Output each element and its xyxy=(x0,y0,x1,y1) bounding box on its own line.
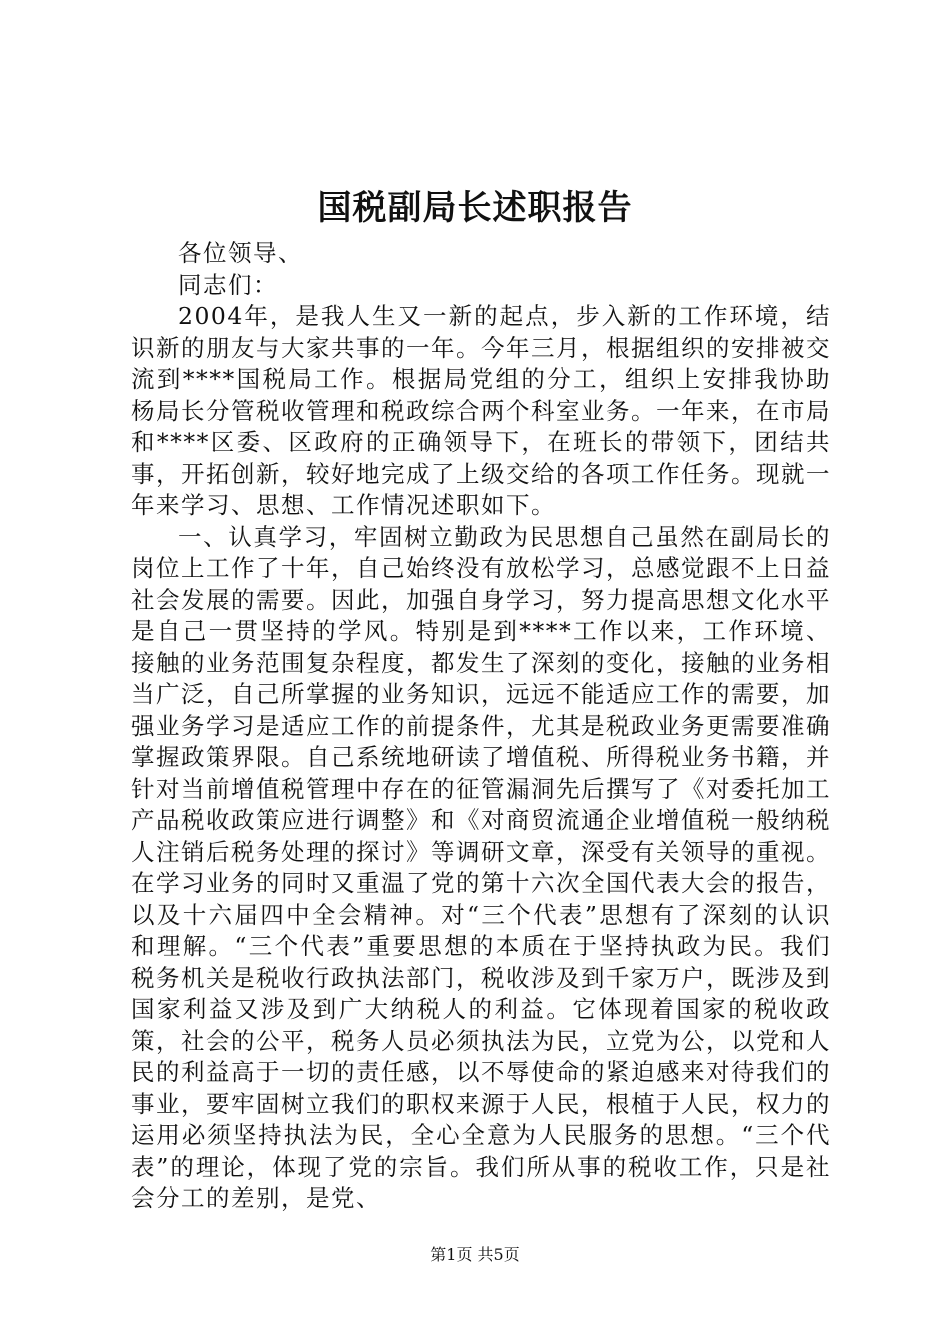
salutation-line-2: 同志们： xyxy=(178,270,278,299)
paragraph-study: 一、认真学习，牢固树立勤政为民思想自己虽然在副局长的岗位上工作了十年，自己始终没有放松学习，总感觉跟不上日益社会发展的需要。因此，加强自身学习，努力提高思想文化水平是自己一贯坚持的学风。特别是到****工作以来，工作环境、接触的业务范围复杂程度，都发生了深刻的变化，接触的业务相当广泛，自己所掌握的业务知识，远远不能适应工作的需要，加强业务学习是适应工作的前提条件，尤其是税政业务更需要准确掌握政策界限。自己系统地研读了增值税、所得税业务书籍，并针对当前增值税管理中存在的征管漏洞先后撰写了《对委托加工产品税收政策应进行调整》和《对商贸流通企业增值税一般纳税人注销后税务处理的探讨》等调研文章，深受有关领导的重视。在学习业务的同时又重温了党的第十六次全国代表大会的报告，以及十六届四中全会精神。对“三个代表”思想有了深刻的认识和理解。“三个代表”重要思想的本质在于坚持执政为民。我们税务机关是税收行政执法部门，税收涉及到千家万户，既涉及到国家利益又涉及到广大纳税人的利益。它体现着国家的税收政策，社会的公平，税务人员必须执法为民，立党为公，以党和人民的利益高于一切的责任感，以不辱使命的紧迫感来对待我们的事业，要牢固树立我们的职权来源于人民，根植于人民，权力的运用必须坚持执法为民，全心全意为人民服务的思想。“三个代表”的理论，体现了党的宗旨。我们所从事的税收工作，只是社会分工的差别，是党、 xyxy=(131,522,831,1212)
paragraph-intro: 2004年，是我人生又一新的起点，步入新的工作环境，结识新的朋友与大家共事的一年。今年三月，根据组织的安排被交流到****国税局工作。根据局党组的分工，组织上安排我协助杨局长分管税收管理和税政综合两个科室业务。一年来，在市局和****区委、区政府的正确领导下，在班长的带领下，团结共事，开拓创新，较好地完成了上级交给的各项工作任务。现就一年来学习、思想、工作情况述职如下。 xyxy=(131,302,831,519)
document-title: 国税副局长述职报告 xyxy=(317,188,633,228)
salutation-line-1: 各位领导、 xyxy=(178,239,303,267)
page-indicator: 第1页 共5页 xyxy=(430,1245,520,1264)
document-body xyxy=(131,238,831,1215)
